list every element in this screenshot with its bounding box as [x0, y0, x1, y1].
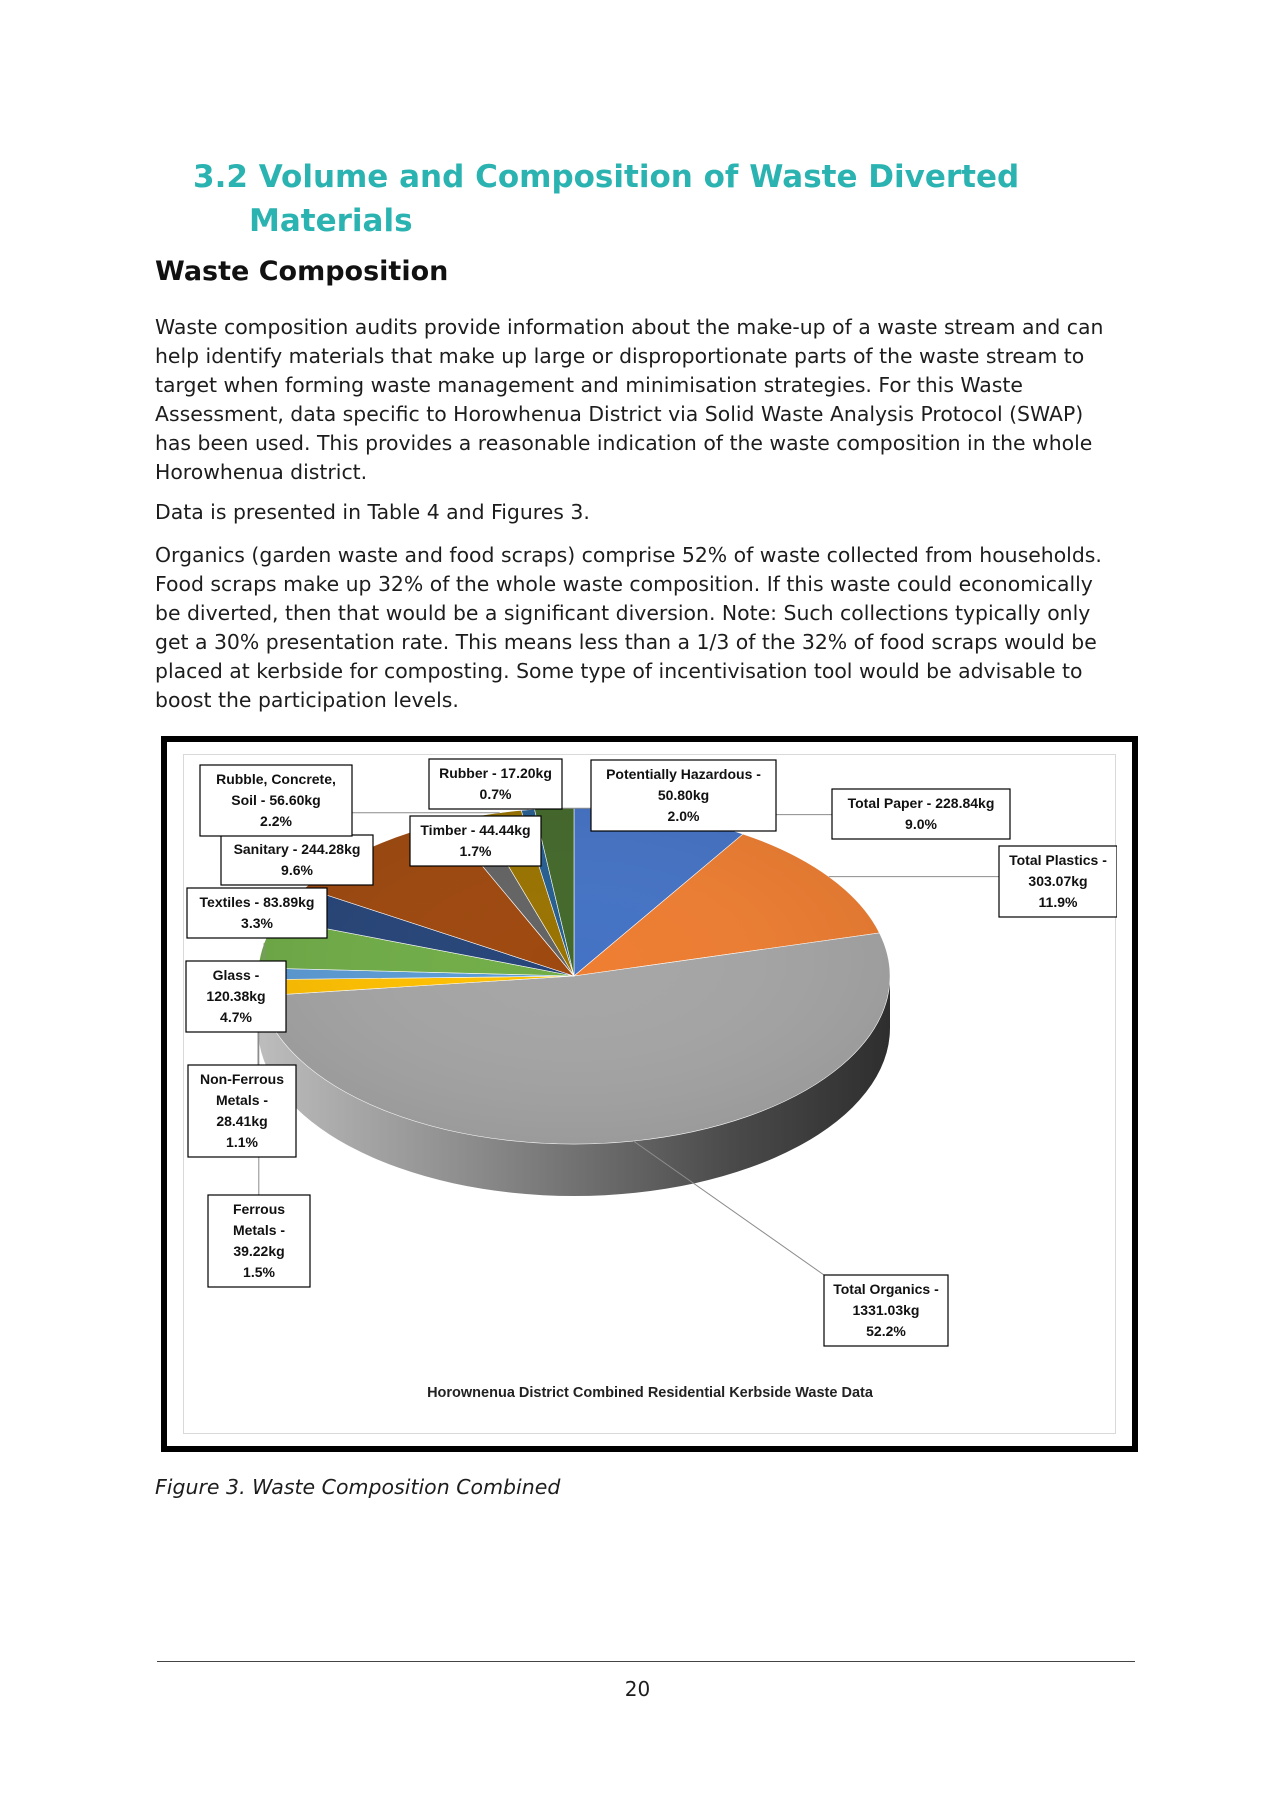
section-heading [193, 155, 1093, 243]
callout-text: Rubble, Concrete, [216, 771, 336, 787]
callout-text: 0.7% [479, 786, 512, 802]
chart-frame [161, 736, 1138, 1452]
callout-text: 2.0% [667, 808, 700, 824]
callout-text: 28.41kg [216, 1113, 268, 1129]
callout-text: Glass - [212, 967, 260, 983]
paragraph-organics: Organics (garden waste and food scraps) comprise 52% of waste collected from households. Food scraps make up 32% of the whole waste composition. If this waste could economically be diverted, then that would be a significant diversion. Note: Such collections typically only get a 30% presentation rate. This means less than a 1/3 of the 32% of food scraps would be placed at kerbside for composting. Some type of incentivisation tool would be advisable to boost the participation levels. [155, 543, 1102, 712]
callout-rubble-concrete-soil [200, 765, 352, 836]
callout-glass [186, 961, 286, 1032]
callout-text: 4.7% [220, 1009, 252, 1025]
section-number: 3.2 [193, 159, 248, 195]
callout-text: Sanitary - 244.28kg [233, 841, 361, 857]
callout-text: Non-Ferrous [200, 1071, 284, 1087]
chart-area [183, 754, 1116, 1434]
callout-non-ferrous-metals [188, 1065, 296, 1157]
callout-text: Potentially Hazardous - [606, 766, 761, 782]
section-title-line2: Materials [249, 203, 413, 239]
section-title-line1: Volume and Composition of Waste Diverted [258, 159, 1020, 195]
callout-total-organics [824, 1275, 948, 1346]
callout-text: 52.2% [866, 1323, 906, 1339]
callout-text: 1331.03kg [852, 1302, 920, 1318]
callout-text: Metals - [232, 1222, 286, 1238]
callout-text: 39.22kg [233, 1243, 285, 1259]
callout-text: 303.07kg [1028, 873, 1088, 889]
page-number: 20 [624, 1677, 651, 1701]
callout-timber [410, 816, 541, 866]
paragraph-intro: Waste composition audits provide information about the make-up of a waste stream and can help identify materials that make up large or disproportionate parts of the waste stream to target when forming waste management and minimisation strategies. For this Waste Assessment, data specific to Horowhenua District via Solid Waste Analysis Protocol (SWAP) has been used. This provides a reasonable indication of the waste composition in the whole Horowhenua district. [155, 315, 1104, 484]
callout-rubber [429, 759, 562, 809]
callout-text: Total Paper - 228.84kg [847, 795, 995, 811]
callout-text: 2.2% [260, 813, 292, 829]
callout-text: Rubber - 17.20kg [439, 765, 552, 781]
callout-text: 1.7% [459, 843, 492, 859]
callout-text: 3.3% [241, 915, 273, 931]
callout-text: 50.80kg [657, 787, 710, 803]
callout-text: 1.5% [243, 1264, 275, 1280]
callout-sanitary [221, 835, 373, 885]
footer-divider [157, 1661, 1135, 1662]
callout-textiles [187, 888, 327, 938]
callout-text: Metals - [215, 1092, 269, 1108]
callout-text: Ferrous [232, 1201, 286, 1217]
callout-text: Total Organics - [833, 1281, 939, 1297]
callout-text: Textiles - 83.89kg [199, 894, 315, 910]
figure-caption: Figure 3. Waste Composition Combined [155, 1475, 561, 1499]
callout-text: 9.6% [281, 862, 313, 878]
callout-text: 1.1% [226, 1134, 258, 1150]
pie-chart [184, 755, 1117, 1435]
callout-total-plastics [999, 846, 1117, 917]
callout-text: 11.9% [1038, 894, 1078, 910]
callout-potentially-hazardous [591, 760, 776, 831]
callout-text: 120.38kg [206, 988, 266, 1004]
paragraph-data-reference: Data is presented in Table 4 and Figures 3. [155, 500, 590, 524]
chart-title: Horownenua District Combined Residential Kerbside Waste Data [427, 1385, 873, 1401]
callout-ferrous-metals [208, 1195, 310, 1287]
callout-text: Soil - 56.60kg [231, 792, 321, 808]
callout-total-paper [832, 789, 1010, 839]
callout-text: 9.0% [905, 816, 937, 832]
subheading: Waste Composition [155, 256, 449, 287]
callout-text: Timber - 44.44kg [420, 822, 531, 838]
callout-text: Total Plastics - [1009, 852, 1107, 868]
